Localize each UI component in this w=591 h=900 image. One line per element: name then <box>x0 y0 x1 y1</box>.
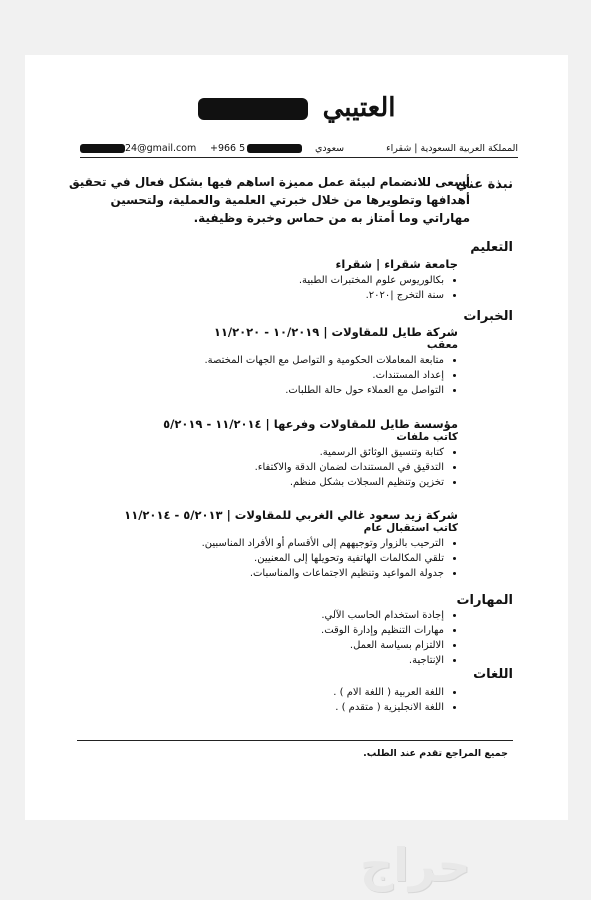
list-item: • الالتزام بسياسة العمل. <box>85 638 444 653</box>
list-item: • اللغة العربية ( اللغة الام ) . <box>85 685 444 700</box>
references-note: جميع المراجع تقدم عند الطلب. <box>363 748 508 759</box>
list-item: • تخزين وتنظيم السجلات بشكل منظم. <box>85 475 444 490</box>
list-item: • إجادة استخدام الحاسب الآلي. <box>85 608 444 623</box>
job-company: شركة طايل للمقاولات | ١٠/٢٠١٩ - ١١/٢٠٢٠ <box>213 325 458 339</box>
education-title: التعليم <box>470 240 513 255</box>
list-item: • التدقيق في المستندات لضمان الدقة والاكتفاء. <box>85 460 444 475</box>
location: المملكة العربية السعودية | شقراء <box>386 143 518 154</box>
about-title: نبذة عني <box>455 177 513 192</box>
list-item: • تلقي المكالمات الهاتفية وتحويلها إلى المعنيين. <box>85 551 444 566</box>
experience-title: الخبرات <box>463 309 513 324</box>
list-item: • الترحيب بالزوار وتوجيههم إلى الأقسام أو الأفراد المناسبين. <box>85 536 444 551</box>
languages-block <box>85 683 458 715</box>
job-3 <box>85 508 458 581</box>
skills-title: المهارات <box>456 593 513 608</box>
list-item: • متابعة المعاملات الحكومية و التواصل مع الجهات المختصة. <box>85 353 444 368</box>
list-item: • اللغة الانجليزية ( متقدم ) . <box>85 700 444 715</box>
footer-divider <box>77 740 513 741</box>
list-item: • الإنتاجية. <box>85 653 444 668</box>
nationality: سعودي <box>315 143 345 154</box>
redacted-email <box>80 144 125 153</box>
list-item: • جدولة المواعيد وتنظيم الاجتماعات والمناسبات. <box>85 566 444 581</box>
phone: +966 5 <box>210 143 302 154</box>
email: 24@gmail.com <box>80 143 196 154</box>
list-item: • كتابة وتنسيق الوثائق الرسمية. <box>85 445 444 460</box>
languages-title: اللغات <box>473 667 513 682</box>
resume-page <box>25 55 568 820</box>
job-company: مؤسسة طايل للمقاولات وفرعها | ١١/٢٠١٤ - ٥/٢٠١٩ <box>163 417 458 431</box>
list-item: • إعداد المستندات. <box>85 368 444 383</box>
job-company: شركة زيد سعود غالي الغربي للمقاولات | ٥/٢٠١٣ - ١١/٢٠١٤ <box>124 508 458 522</box>
skills-block <box>85 606 458 668</box>
redacted-phone <box>247 144 302 153</box>
list-item: • مهارات التنظيم وإدارة الوقت. <box>85 623 444 638</box>
list-item: • التواصل مع العملاء حول حالة الطلبات. <box>85 383 444 398</box>
list-item: • سنة التخرج |٢٠٢٠. <box>85 288 444 303</box>
watermark-logo: حراج <box>360 838 471 892</box>
candidate-name: العتيبي <box>25 93 568 123</box>
job-role: كاتب ملفات <box>396 431 458 443</box>
job-2 <box>85 417 458 490</box>
school: جامعة شقراء | شقراء <box>335 257 458 271</box>
education-block <box>85 257 458 303</box>
about-text: أسعى للانضمام لبيئة عمل مميزة اساهم فيها بشكل فعال في تحقيق أهدافها وتطويرها من خلال خبرتي العلمية والعملية، ولتحسين مهاراتي وما أمتاز به من حماس وخبرة وظيفية. <box>68 175 470 225</box>
job-role: معقب <box>426 339 458 351</box>
job-role: كاتب استقبال عام <box>363 522 458 534</box>
list-item: • بكالوريوس علوم المختبرات الطبية. <box>85 273 444 288</box>
job-1 <box>85 325 458 398</box>
redacted-first-name <box>198 98 308 120</box>
header-divider <box>80 157 518 158</box>
